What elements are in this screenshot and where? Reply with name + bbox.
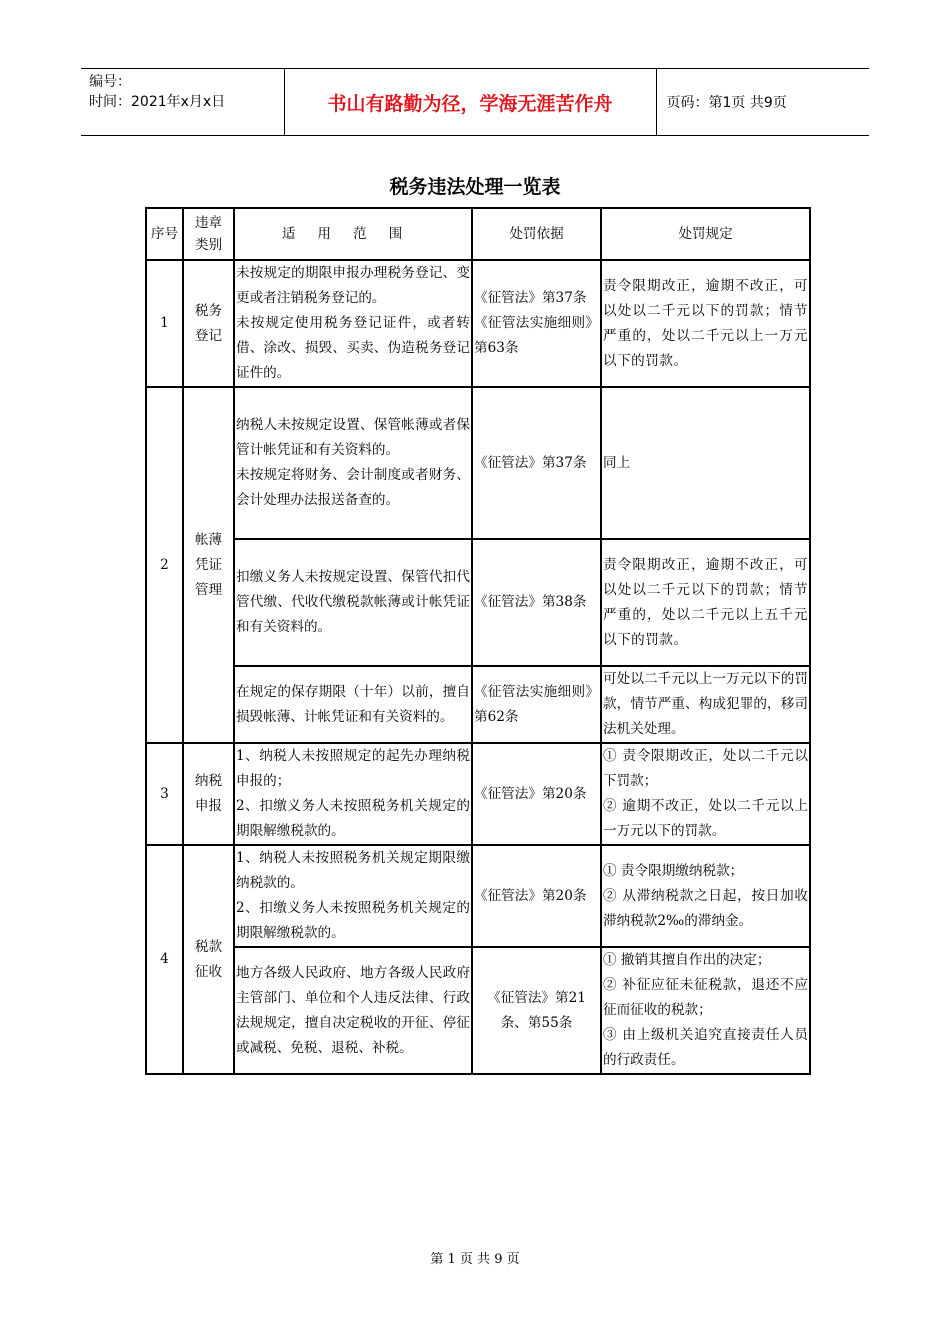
row-category-text: 税务登记 — [194, 302, 223, 344]
row-penalty — [602, 846, 809, 948]
row-basis: 《征管法》第20条 — [473, 744, 602, 846]
document-date-label: 时间：2021年x月x日 — [89, 94, 226, 110]
scope-line: 1、纳税人未按照税务机关规定期限缴纳税款的。 — [236, 850, 470, 891]
scope-line: 未按规定使用税务登记证件，或者转借、涂改、损毁、买卖、伪造税务登记证件的。 — [236, 315, 470, 381]
basis-line: 《征管法》第37条 — [474, 290, 587, 306]
penalty-line: ① 撤销其擅自作出的决定； — [603, 952, 771, 968]
penalty-line: ② 逾期不改正，处以二千元以上一万元以下的罚款。 — [603, 798, 808, 839]
table-subrow — [147, 948, 809, 1073]
penalty-line: ① 责令限期改正，处以二千元以下罚款； — [603, 748, 808, 789]
scope-line: 未按规定的期限申报办理税务登记、变更或者注销税务登记的。 — [236, 265, 470, 306]
scope-line: 地方各级人民政府、地方各级人民政府主管部门、单位和个人违反法律、行政法规规定，擅自决定税收的开征、停征或减税、免税、退税、补税。 — [236, 964, 470, 1056]
column-header-penalty: 处罚规定 — [602, 209, 809, 261]
basis-line: 《征管法实施细则》第63条 — [474, 315, 599, 356]
row-penalty: 责令限期改正，逾期不改正，可以处以二千元以下的罚款；情节严重的，处以二千元以上一万元以下的罚款。 — [602, 261, 809, 388]
row-penalty: 同上 — [602, 388, 809, 540]
column-header-scope: 适用范围 — [235, 209, 473, 261]
row-basis: 《征管法》第21条、第55条 — [473, 948, 602, 1073]
row-basis: 《征管法》第38条 — [473, 540, 602, 667]
row-penalty: 责令限期改正，逾期不改正，可以处以二千元以下的罚款；情节严重的，处以二千元以上五千元以下的罚款。 — [602, 540, 809, 667]
row-category — [184, 744, 235, 846]
column-header-basis: 处罚依据 — [473, 209, 602, 261]
column-header-category-text: 违章类别 — [194, 215, 223, 253]
row-category-text: 纳税申报 — [194, 773, 223, 814]
row-number: 4 — [147, 846, 184, 1073]
tax-violation-table — [145, 207, 811, 1075]
scope-line: 扣缴义务人未按规定设置、保管代扣代管代缴、代收代缴税款帐薄或计帐凭证和有关资料的。 — [236, 569, 470, 635]
row-scope — [235, 540, 473, 667]
header-page-number: 页码：第1页 共9页 — [656, 69, 869, 136]
row-scope — [235, 846, 473, 948]
row-basis: 《征管法》第20条 — [473, 846, 602, 948]
table-header-row — [147, 209, 809, 261]
header-motto: 书山有路勤为径，学海无涯苦作舟 — [284, 69, 656, 136]
penalty-line: ② 从滞纳税款之日起，按日加收滞纳税款2‰的滞纳金。 — [603, 887, 808, 929]
penalty-line: ② 补征应征未征税款，退还不应征而征收的税款； — [603, 977, 808, 1018]
table-row — [147, 846, 809, 948]
penalty-line: ① 责令限期缴纳税款； — [603, 862, 744, 879]
document-number-label: 编号： — [89, 74, 131, 90]
row-scope — [235, 261, 473, 388]
row-basis: 《征管法实施细则》第62条 — [473, 667, 602, 744]
scope-line: 1、纳税人未按照规定的起先办理纳税申报的； — [236, 748, 470, 789]
column-header-no: 序号 — [147, 209, 184, 261]
table-subrow — [147, 667, 809, 744]
row-penalty — [602, 744, 809, 846]
row-scope — [235, 388, 473, 540]
table-row — [147, 744, 809, 846]
row-category — [184, 261, 235, 388]
row-category-text: 税款征收 — [194, 938, 223, 980]
page-header — [81, 68, 869, 136]
scope-line: 未按规定将财务、会计制度或者财务、会计处理办法报送备查的。 — [236, 467, 470, 508]
row-basis: 《征管法》第37条 — [473, 388, 602, 540]
table-subrow — [147, 540, 809, 667]
scope-line: 在规定的保存期限（十年）以前，擅自损毁帐薄、计帐凭证和有关资料的。 — [236, 683, 470, 725]
row-scope — [235, 744, 473, 846]
row-category — [184, 388, 235, 744]
penalty-line: ③ 由上级机关追究直接责任人员的行政责任。 — [603, 1027, 808, 1068]
table-row — [147, 388, 809, 540]
scope-line: 2、扣缴义务人未按照税务机关规定的期限解缴税款的。 — [236, 798, 470, 839]
document-title: 税务违法处理一览表 — [389, 176, 561, 198]
table-row — [147, 261, 809, 388]
row-scope — [235, 948, 473, 1073]
scope-line: 2、扣缴义务人未按照税务机关规定的期限解缴税款的。 — [236, 900, 470, 941]
scope-line: 纳税人未按规定设置、保管帐薄或者保管计帐凭证和有关资料的。 — [236, 417, 470, 458]
column-header-category — [184, 209, 235, 261]
row-category — [184, 846, 235, 1073]
row-number: 3 — [147, 744, 184, 846]
row-penalty: 可处以二千元以上一万元以下的罚款，情节严重、构成犯罪的，移司法机关处理。 — [602, 667, 809, 744]
header-meta — [81, 69, 284, 136]
row-penalty — [602, 948, 809, 1073]
row-basis — [473, 261, 602, 388]
page-footer: 第 1 页 共 9 页 — [430, 1252, 520, 1267]
row-category-text: 帐薄凭证管理 — [194, 531, 223, 598]
row-number: 2 — [147, 388, 184, 744]
row-scope — [235, 667, 473, 744]
row-number: 1 — [147, 261, 184, 388]
